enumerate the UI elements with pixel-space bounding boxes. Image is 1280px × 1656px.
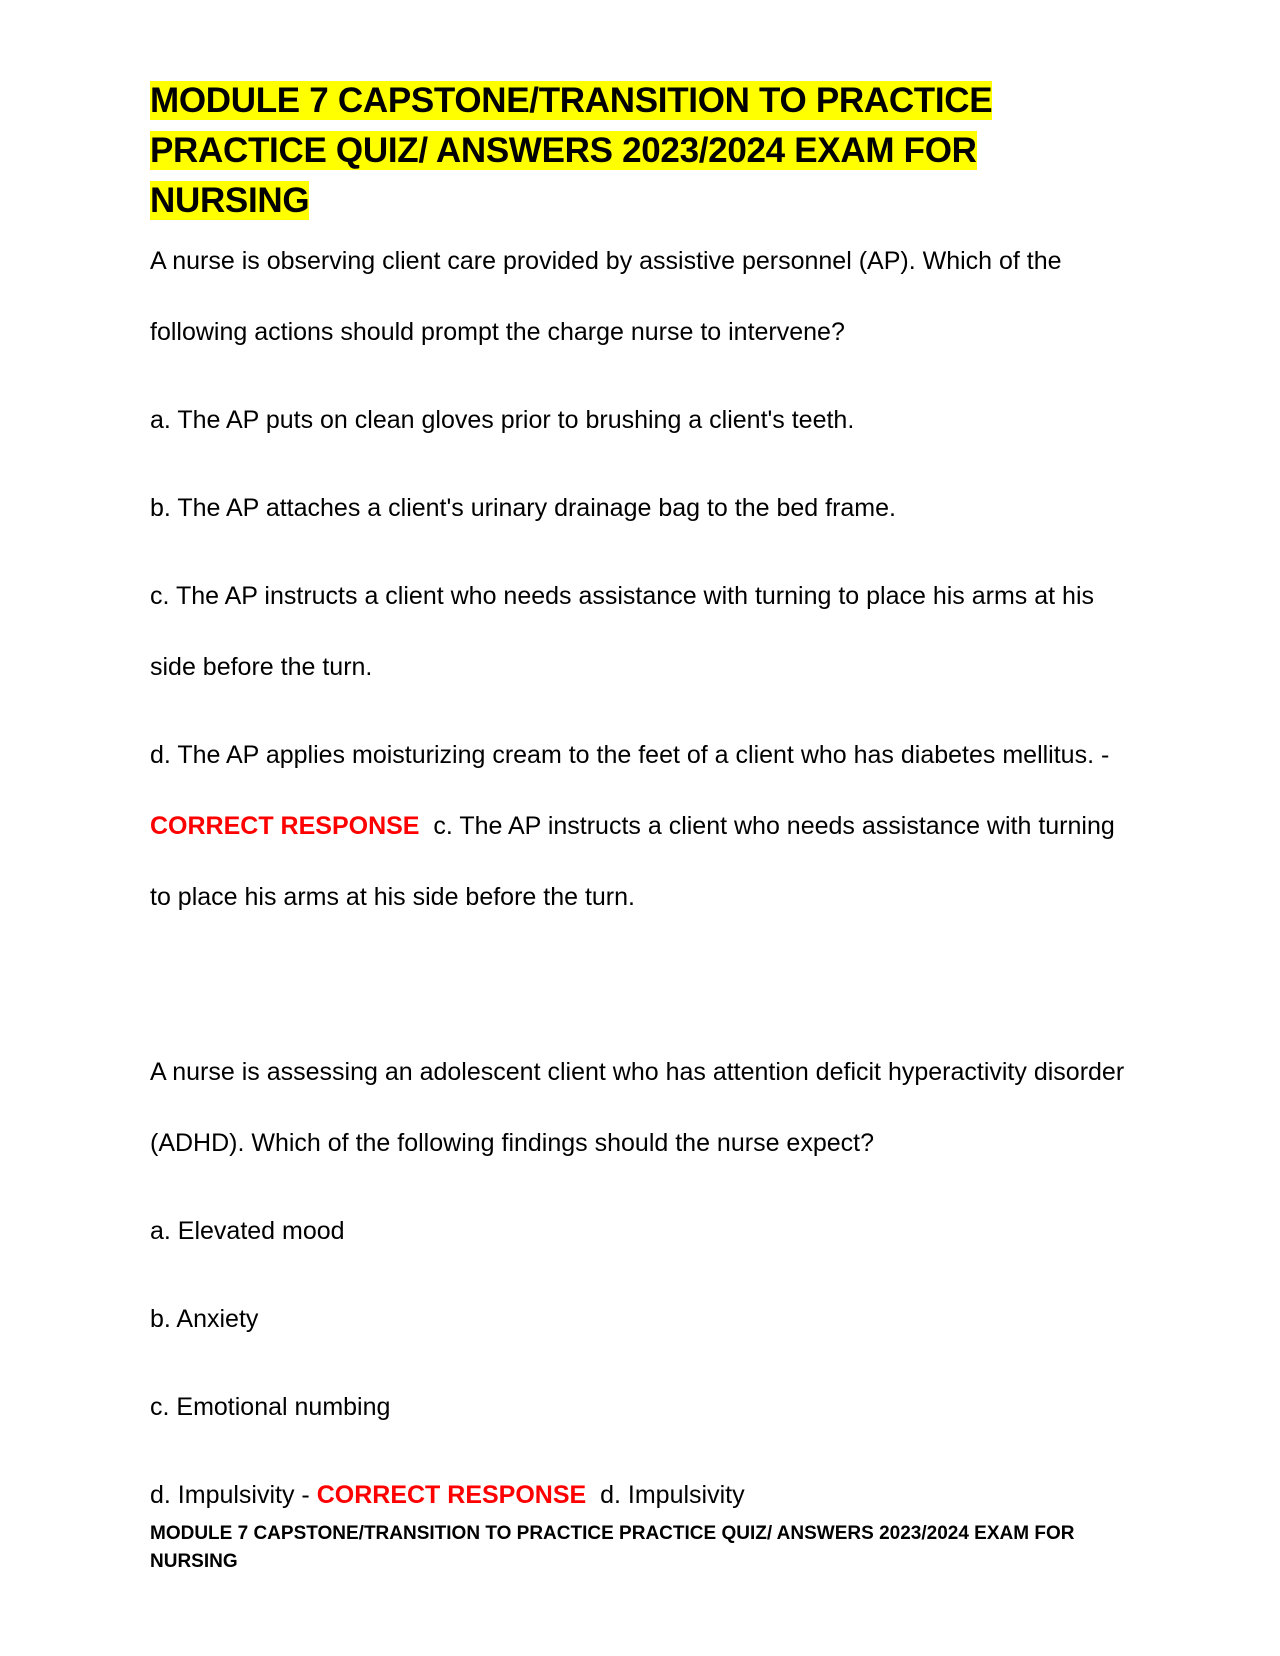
question-2-option-b: b. Anxiety	[150, 1305, 259, 1333]
question-2-option-c: c. Emotional numbing	[150, 1393, 391, 1421]
document-title	[150, 76, 1130, 226]
question-1-correct-label: CORRECT RESPONSE	[150, 812, 420, 840]
document-page	[150, 76, 1130, 1531]
title-highlight: MODULE 7 CAPSTONE/TRANSITION TO PRACTICE PRACTICE QUIZ/ ANSWERS 2023/2024 EXAM FOR NURSING	[150, 81, 993, 220]
question-1-stem: A nurse is observing client care provided by assistive personnel (AP). Which of the following actions should prompt the charge nurse to intervene?	[150, 247, 1062, 346]
page-footer: MODULE 7 CAPSTONE/TRANSITION TO PRACTICE PRACTICE QUIZ/ ANSWERS 2023/2024 EXAM FOR NURSING	[150, 1523, 1075, 1572]
question-1-answer: c. The AP instructs a client who needs assistance with turning to place his arms at his side before the turn.	[150, 812, 1115, 911]
question-2-stem: A nurse is assessing an adolescent client who has attention deficit hyperactivity disorder (ADHD). Which of the following findings should the nurse expect?	[150, 1058, 1125, 1157]
question-1-option-a: a. The AP puts on clean gloves prior to brushing a client's teeth.	[150, 406, 855, 434]
question-2-option-a: a. Elevated mood	[150, 1217, 345, 1245]
question-1-option-b: b. The AP attaches a client's urinary drainage bag to the bed frame.	[150, 494, 896, 522]
question-2-option-d: d. Impulsivity -	[150, 1481, 310, 1509]
question-2-answer: d. Impulsivity	[600, 1481, 745, 1509]
question-1-option-d-answer	[150, 720, 1130, 933]
question-2	[150, 1037, 1130, 1531]
question-2-correct-label: CORRECT RESPONSE	[316, 1481, 587, 1509]
question-1	[150, 226, 1130, 933]
question-1-option-d: d. The AP applies moisturizing cream to the feet of a client who has diabetes mellitus. -	[150, 741, 1110, 769]
question-1-option-c: c. The AP instructs a client who needs assistance with turning to place his arms at his side before the turn.	[150, 582, 1094, 681]
